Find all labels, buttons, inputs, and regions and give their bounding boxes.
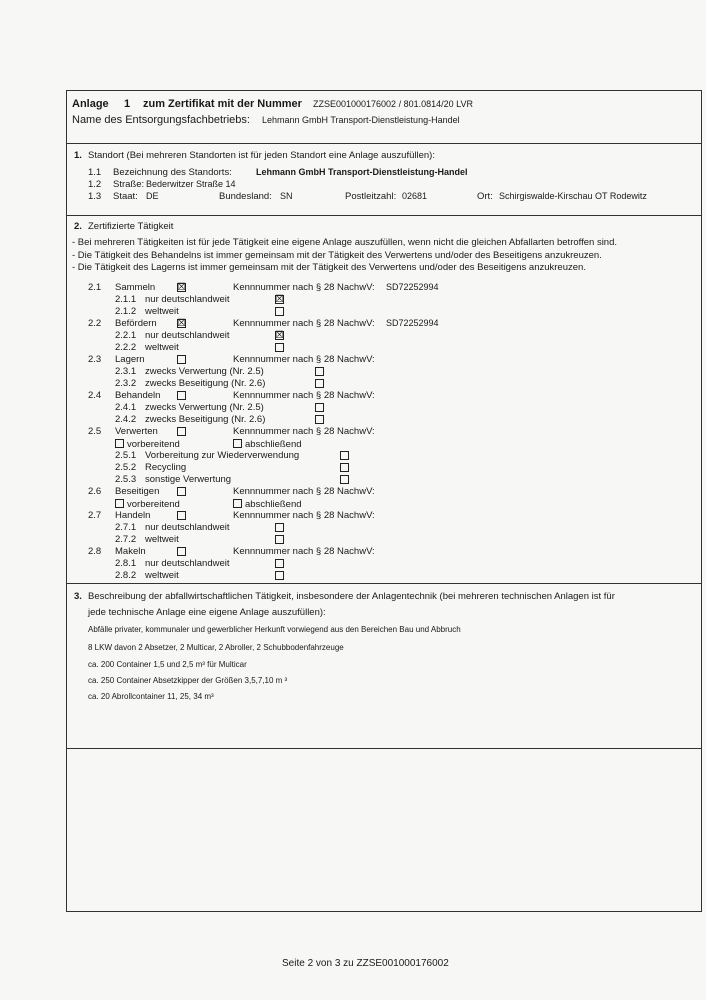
checkbox-sammeln-weltweit[interactable] <box>275 307 284 316</box>
checkbox-behandeln-beseitigung[interactable] <box>315 415 324 424</box>
description-line: ca. 250 Container Absetzkipper der Größen 3,5,7,10 m ³ <box>88 676 288 685</box>
kennnummer-label: Kennnummer nach § 28 NachwV: <box>233 486 375 497</box>
kennnummer-value: SD72252994 <box>386 318 439 328</box>
checkbox-makeln-deutschlandweit[interactable] <box>275 559 284 568</box>
vorbereitend-option[interactable] <box>115 439 180 450</box>
separator-header <box>66 143 702 144</box>
checkbox-verwerten[interactable] <box>177 427 186 436</box>
item-number: 2.3.1 <box>115 366 137 377</box>
activity-label-verwerten: Verwerten <box>115 426 158 437</box>
section3-heading: 3. <box>74 591 82 602</box>
activity-label-beseitigen: Beseitigen <box>115 486 160 497</box>
item-number: 2.8.1 <box>115 558 137 569</box>
abschliessend-option[interactable] <box>233 499 302 510</box>
location-name-value: Lehmann GmbH Transport-Dienstleistung-Handel <box>256 167 468 177</box>
checkbox-beseitigen-abschliessend[interactable] <box>233 499 242 508</box>
item-number: 2.2 <box>88 318 102 329</box>
option-label: weltweit <box>145 342 179 353</box>
option-label: zwecks Beseitigung (Nr. 2.6) <box>145 414 266 425</box>
kennnummer-label: Kennnummer nach § 28 NachwV: <box>233 546 375 557</box>
description-line: Abfälle privater, kommunaler und gewerblicher Herkunft vorwiegend aus den Bereichen Bau und Abbruch <box>88 625 461 634</box>
option-label: weltweit <box>145 306 179 317</box>
item-number: 2.2.1 <box>115 330 137 341</box>
item-number: 2.7 <box>88 510 102 521</box>
section3-title: Beschreibung der abfallwirtschaftlichen Tätigkeit, insbesondere der Anlagentechnik (bei mehreren technischen Anlagen ist für <box>88 591 615 602</box>
kennnummer-label: Kennnummer nach § 28 NachwV: <box>233 510 375 521</box>
option-label: vorbereitend <box>127 439 180 450</box>
checkbox-makeln-weltweit[interactable] <box>275 571 284 580</box>
city-label: Ort: <box>477 191 493 202</box>
checkbox-handeln-weltweit[interactable] <box>275 535 284 544</box>
option-label: zwecks Beseitigung (Nr. 2.6) <box>145 378 266 389</box>
kennnummer-label: Kennnummer nach § 28 NachwV: <box>233 354 375 365</box>
street-label: Straße: <box>113 179 145 190</box>
item-number: 2.8 <box>88 546 102 557</box>
section2-title: Zertifizierte Tätigkeit <box>88 221 174 232</box>
section2-note: - Die Tätigkeit des Lagerns ist immer gemeinsam mit der Tätigkeit des Verwertens und/oder des Beseitigens anzukreuzen. <box>72 262 586 273</box>
kennnummer-label: Kennnummer nach § 28 NachwV: <box>233 426 375 437</box>
section2-note: - Die Tätigkeit des Behandelns ist immer gemeinsam mit der Tätigkeit des Verwertens und/oder des Beseitigens anzukreuzen. <box>72 250 602 261</box>
checkbox-makeln[interactable] <box>177 547 186 556</box>
checkbox-befoerdern-weltweit[interactable] <box>275 343 284 352</box>
option-label: vorbereitend <box>127 499 180 510</box>
item-number: 2.8.2 <box>115 570 137 581</box>
street-value: Bederwitzer Straße 14 <box>146 179 236 189</box>
description-line: ca. 200 Container 1,5 und 2,5 m³ für Multicar <box>88 660 247 669</box>
checkbox-verwerten-vorbereitend[interactable] <box>115 439 124 448</box>
row-number: 1.3 <box>88 191 102 202</box>
checkbox-lagern-verwertung[interactable] <box>315 367 324 376</box>
item-number: 2.1 <box>88 282 102 293</box>
item-number: 2.4 <box>88 390 102 401</box>
checkbox-behandeln-verwertung[interactable] <box>315 403 324 412</box>
option-label: zwecks Verwertung (Nr. 2.5) <box>145 402 264 413</box>
checkbox-handeln[interactable] <box>177 511 186 520</box>
item-number: 2.6 <box>88 486 102 497</box>
kennnummer-label: Kennnummer nach § 28 NachwV: <box>233 390 375 401</box>
item-number: 2.2.2 <box>115 342 137 353</box>
location-name-label: Bezeichnung des Standorts: <box>113 167 232 178</box>
section2-note: - Bei mehreren Tätigkeiten ist für jede Tätigkeit eine eigene Anlage auszufüllen, wenn nicht die gleichen Abfallarten betroffen sind. <box>72 237 618 248</box>
anlage-label: Anlage <box>72 98 109 110</box>
section1-title: Standort (Bei mehreren Standorten ist für jeden Standort eine Anlage auszufüllen): <box>88 150 435 161</box>
page-footer: Seite 2 von 3 zu ZZSE001000176002 <box>282 958 449 969</box>
row-number: 1.2 <box>88 179 102 190</box>
section3-title-cont: jede technische Anlage eine eigene Anlage auszufüllen): <box>88 607 326 618</box>
option-label: weltweit <box>145 570 179 581</box>
separator-section2 <box>66 583 702 584</box>
section2-heading: 2. <box>74 221 82 232</box>
activity-label-befoerdern: Befördern <box>115 318 157 329</box>
option-label: Vorbereitung zur Wiederverwendung <box>145 450 300 461</box>
kennnummer-value: SD72252994 <box>386 282 439 292</box>
kennnummer-label: Kennnummer nach § 28 NachwV: <box>233 318 375 329</box>
state-label: Bundesland: <box>219 191 272 202</box>
option-label: weltweit <box>145 534 179 545</box>
item-number: 2.1.2 <box>115 306 137 317</box>
checkbox-beseitigen-vorbereitend[interactable] <box>115 499 124 508</box>
checkbox-befoerdern-deutschlandweit[interactable]: ☒ <box>275 329 284 341</box>
certificate-number: ZZSE001000176002 / 801.0814/20 LVR <box>313 99 473 109</box>
city-value: Schirgiswalde-Kirschau OT Rodewitz <box>499 191 647 201</box>
option-label: abschließend <box>245 439 302 450</box>
checkbox-lagern[interactable] <box>177 355 186 364</box>
company-name: Lehmann GmbH Transport-Dienstleistung-Handel <box>262 115 460 125</box>
section1-heading: 1. <box>74 150 82 161</box>
item-number: 2.3.2 <box>115 378 137 389</box>
activity-label-handeln: Handeln <box>115 510 151 521</box>
kennnummer-label: Kennnummer nach § 28 NachwV: <box>233 282 375 293</box>
checkbox-handeln-deutschlandweit[interactable] <box>275 523 284 532</box>
option-label: zwecks Verwertung (Nr. 2.5) <box>145 366 264 377</box>
item-number: 2.1.1 <box>115 294 137 305</box>
checkbox-behandeln[interactable] <box>177 391 186 400</box>
vorbereitend-option[interactable] <box>115 499 180 510</box>
checkbox-sonstige-verwertung[interactable] <box>340 475 349 484</box>
state-value: SN <box>280 191 293 201</box>
activity-label-makeln: Makeln <box>115 546 146 557</box>
checkbox-sammeln-deutschlandweit[interactable]: ☒ <box>275 293 284 305</box>
activity-label-lagern: Lagern <box>115 354 145 365</box>
postcode-label: Postleitzahl: <box>345 191 397 202</box>
item-number: 2.3 <box>88 354 102 365</box>
abschliessend-option[interactable] <box>233 439 302 450</box>
option-label: nur deutschlandweit <box>145 558 230 569</box>
activity-label-sammeln: Sammeln <box>115 282 156 293</box>
checkbox-sammeln[interactable]: ☒ <box>177 281 186 293</box>
separator-section1 <box>66 215 702 216</box>
checkbox-recycling[interactable] <box>340 463 349 472</box>
country-value: DE <box>146 191 159 201</box>
item-number: 2.5.1 <box>115 450 137 461</box>
description-line: 8 LKW davon 2 Absetzer, 2 Multicar, 2 Abroller, 2 Schubbodenfahrzeuge <box>88 643 344 652</box>
anlage-number: 1 <box>124 98 131 110</box>
item-number: 2.4.2 <box>115 414 137 425</box>
option-label: sonstige Verwertung <box>145 474 232 485</box>
postcode-value: 02681 <box>402 191 428 201</box>
activity-label-behandeln: Behandeln <box>115 390 161 401</box>
checkbox-beseitigen[interactable] <box>177 487 186 496</box>
item-number: 2.7.2 <box>115 534 137 545</box>
checkbox-verwerten-abschliessend[interactable] <box>233 439 242 448</box>
row-number: 1.1 <box>88 167 102 178</box>
option-label: Recycling <box>145 462 187 473</box>
option-label: abschließend <box>245 499 302 510</box>
option-label: nur deutschlandweit <box>145 330 230 341</box>
item-number: 2.7.1 <box>115 522 137 533</box>
item-number: 2.5.2 <box>115 462 137 473</box>
checkbox-wiederverwendung[interactable] <box>340 451 349 460</box>
checkbox-lagern-beseitigung[interactable] <box>315 379 324 388</box>
item-number: 2.4.1 <box>115 402 137 413</box>
company-label: Name des Entsorgungsfachbetriebs: <box>72 114 250 126</box>
option-label: nur deutschlandweit <box>145 522 230 533</box>
description-line: ca. 20 Abrollcontainer 11, 25, 34 m³ <box>88 692 214 701</box>
country-label: Staat: <box>113 191 138 202</box>
separator-section3 <box>66 748 702 749</box>
item-number: 2.5 <box>88 426 102 437</box>
checkbox-befoerdern[interactable]: ☒ <box>177 317 186 329</box>
option-label: nur deutschlandweit <box>145 294 230 305</box>
header-title: zum Zertifikat mit der Nummer <box>143 98 302 110</box>
item-number: 2.5.3 <box>115 474 137 485</box>
